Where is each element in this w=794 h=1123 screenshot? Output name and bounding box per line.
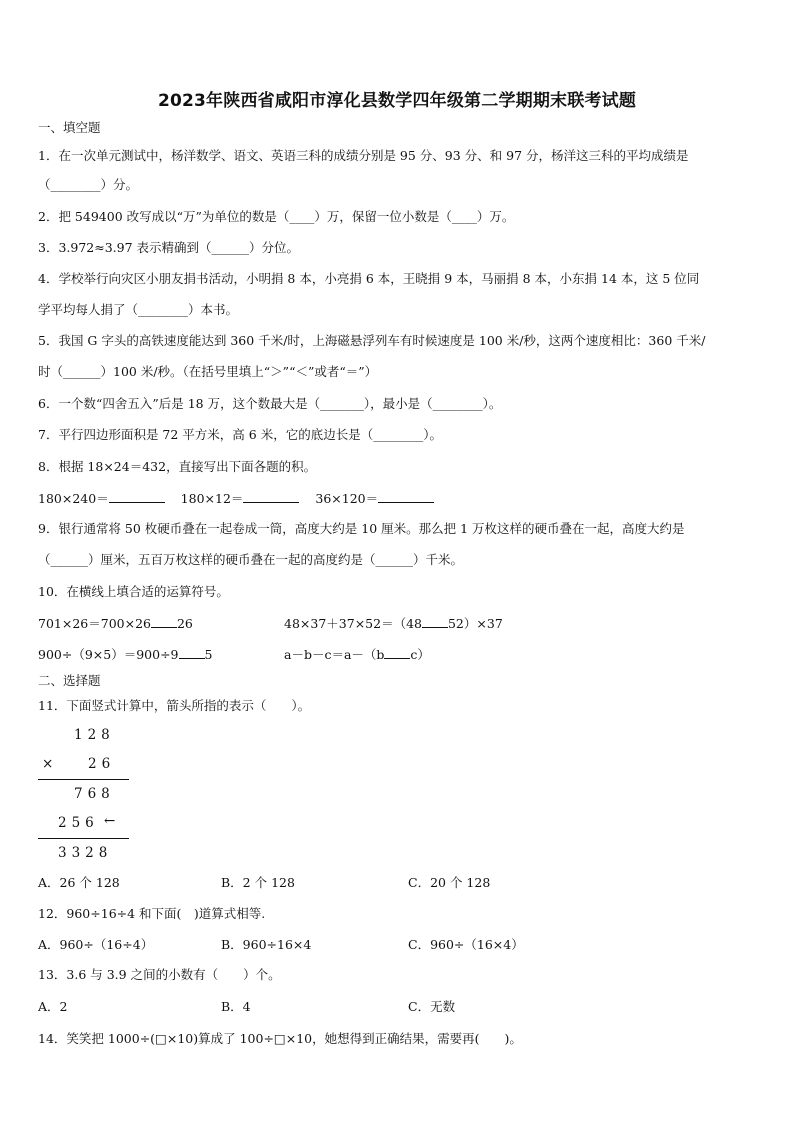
q12-option-c[interactable]: C．960÷（16×4） (408, 937, 524, 952)
q11-option-a[interactable]: A．26 个 128 (38, 875, 120, 890)
question-2: 2．把 549400 改写成以“万”为单位的数是（____）万，保留一位小数是（____）万。 (38, 209, 515, 224)
q8-blank-3[interactable] (378, 490, 434, 503)
q13-option-a[interactable]: A．2 (38, 999, 68, 1014)
question-1-line-1: 1．在一次单元测试中，杨洋数学、语文、英语三科的成绩分别是 95 分、93 分、和 97 分，杨洋这三科的平均成绩是 (38, 148, 689, 163)
rule-line-2 (38, 838, 129, 839)
final-product: 3328 (58, 845, 113, 861)
question-5-line-1: 5．我国 G 字头的高铁速度能达到 360 千米/时，上海磁悬浮列车有时候速度是 100 米/秒，这两个速度相比：360 千米/ (38, 333, 706, 348)
question-14: 14．笑笑把 1000÷(□×10)算成了 100÷□×10，她想得到正确结果，需要再( )。 (38, 1031, 522, 1046)
question-4-line-1: 4．学校举行向灾区小朋友捐书活动，小明捐 8 本，小亮捐 6 本，王晓捐 9 本，马丽捐 8 本，小东捐 14 本，这 5 位同 (38, 271, 700, 286)
q10-blank-4[interactable] (384, 646, 410, 659)
question-11: 11．下面竖式计算中，箭头所指的表示（ ）。 (38, 698, 311, 713)
section-heading-choice: 二、选择题 (38, 673, 101, 688)
q10-row2-left (38, 646, 212, 663)
question-13: 13．3.6 与 3.9 之间的小数有（ ）个。 (38, 967, 281, 982)
multiplier: 26 (88, 756, 116, 772)
q10-r1l-text-b: 26 (176, 616, 193, 631)
section-heading-fill-blank: 一、填空题 (38, 120, 101, 135)
q10-blank-2[interactable] (422, 615, 448, 628)
q10-r2l-text-a: 900÷（9×5）＝900÷9 (38, 647, 179, 662)
question-4-line-2: 学平均每人捐了（________）本书。 (38, 302, 239, 317)
q8-item-3: 36×120＝ (315, 491, 379, 506)
rule-line-1 (38, 779, 129, 780)
q10-blank-1[interactable] (151, 615, 177, 628)
times-sign: × (42, 756, 59, 772)
q10-r2r-text-a: a－b－c＝a－（b (284, 647, 385, 662)
q10-r1r-text-a: 48×37＋37×52＝（48 (284, 616, 422, 631)
q10-r2l-text-b: 5 (204, 647, 213, 662)
question-9-line-2: （______）厘米，五百万枚这样的硬币叠在一起的高度约是（______）千米。 (38, 552, 464, 567)
question-8: 8．根据 18×24＝432，直接写出下面各题的积。 (38, 459, 317, 474)
q10-row1-left (38, 615, 193, 632)
q11-option-b[interactable]: B．2 个 128 (221, 875, 295, 890)
question-6: 6．一个数“四舍五入”后是 18 万，这个数最大是（_______），最小是（________）。 (38, 396, 502, 411)
q8-item-1: 180×240＝ (38, 491, 109, 506)
multiplicand: 128 (74, 727, 115, 743)
question-8-items (38, 490, 434, 507)
partial-product-2: 256 (58, 815, 99, 831)
question-3: 3．3.972≈3.97 表示精确到（______）分位。 (38, 240, 300, 255)
q8-blank-2[interactable] (243, 490, 299, 503)
page-title: 2023年陕西省咸阳市淳化县数学四年级第二学期期末联考试题 (157, 91, 637, 111)
q10-row2-right (284, 646, 430, 663)
partial-product-1: 768 (74, 786, 115, 802)
q8-item-2: 180×12＝ (180, 491, 244, 506)
q12-option-b[interactable]: B．960÷16×4 (221, 937, 312, 952)
q13-option-b[interactable]: B．4 (221, 999, 251, 1014)
question-7: 7．平行四边形面积是 72 平方米，高 6 米，它的底边长是（________）。 (38, 427, 442, 442)
q12-option-a[interactable]: A．960÷（16÷4） (38, 937, 154, 952)
question-9-line-1: 9．银行通常将 50 枚硬币叠在一起卷成一筒，高度大约是 10 厘米。那么把 1 万枚这样的硬币叠在一起，高度大约是 (38, 521, 685, 536)
question-1-line-2: （________）分。 (38, 177, 139, 192)
question-10: 10．在横线上填合适的运算符号。 (38, 584, 229, 599)
q10-r2r-text-b: c） (410, 647, 430, 662)
q11-option-c[interactable]: C．20 个 128 (408, 875, 491, 890)
q10-r1l-text-a: 701×26＝700×26 (38, 616, 151, 631)
question-12: 12．960÷16÷4 和下面( )道算式相等. (38, 906, 266, 921)
q8-blank-1[interactable] (109, 490, 165, 503)
q10-blank-3[interactable] (179, 646, 205, 659)
q10-row1-right (284, 615, 503, 632)
arrow-left-icon: ← (104, 813, 121, 829)
question-5-line-2: 时（______）100 米/秒。（在括号里填上“＞”“＜”或者“＝”） (38, 364, 378, 379)
q10-r1r-text-b: 52）×37 (447, 616, 503, 631)
q13-option-c[interactable]: C．无数 (408, 999, 456, 1014)
